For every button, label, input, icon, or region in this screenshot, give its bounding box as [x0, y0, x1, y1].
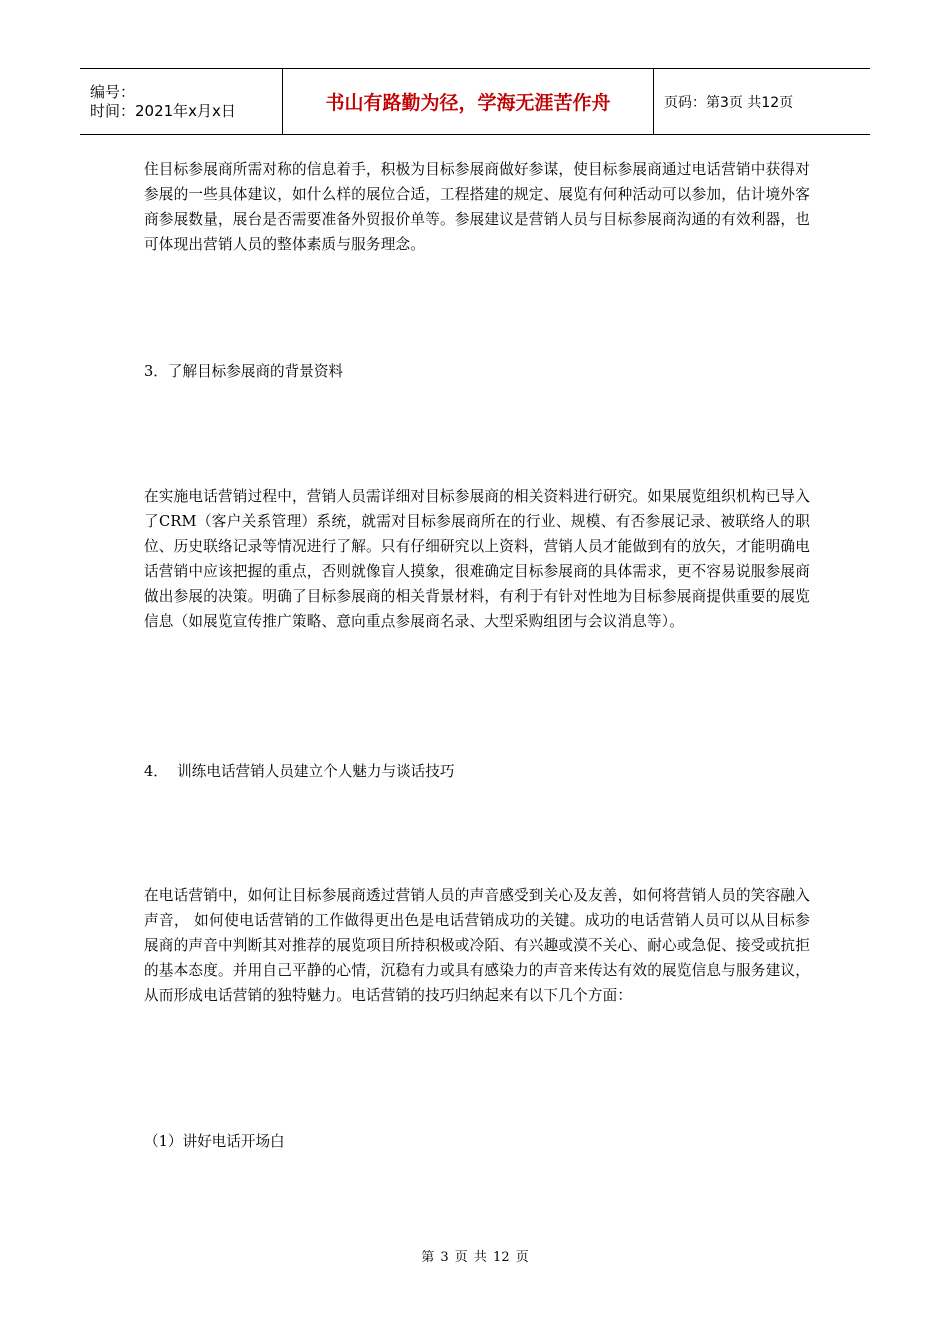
subsection-heading-1: （1）讲好电话开场白: [144, 1133, 285, 1150]
document-number-label: 编号：: [90, 82, 136, 101]
section-heading-3: 3．了解目标参展商的背景资料: [144, 363, 344, 380]
section-heading-4: 4． 训练电话营销人员建立个人魅力与谈话技巧: [144, 763, 455, 780]
header-page-info: 页码：第3页 共12页: [664, 94, 794, 111]
page-header: [80, 68, 870, 135]
document-time-label: 时间：2021年x月x日: [90, 101, 236, 120]
page-footer: 第 3 页 共 12 页: [421, 1250, 529, 1265]
paragraph-phone-skills: 在电话营销中，如何让目标参展商透过营销人员的声音感受到关心及友善，如何将营销人员的笑容融入声音， 如何使电话营销的工作做得更出色是电话营销成功的关键。成功的电话营销人员可以从目标参展商的声音中判断其对推荐的展览项目所持积极或冷陌、有兴趣或漠不关心、耐心或急促、接受或抗拒的基本态度。并用自己平静的心情，沉稳有力或具有感染力的声音来传达有效的展览信息与服务建议，从而形成电话营销的独特魅力。电话营销的技巧归纳起来有以下几个方面：: [144, 887, 810, 1004]
paragraph-background-research: 在实施电话营销过程中，营销人员需详细对目标参展商的相关资料进行研究。如果展览组织机构已导入了CRM（客户关系管理）系统，就需对目标参展商所在的行业、规模、有否参展记录、被联络人的职位、历史联络记录等情况进行了解。只有仔细研究以上资料，营销人员才能做到有的放矢，才能明确电话营销中应该把握的重点，否则就像盲人摸象，很难确定目标参展商的具体需求，更不容易说服参展商做出参展的决策。明确了目标参展商的相关背景材料，有利于有针对性地为目标参展商提供重要的展览信息（如展览宣传推广策略、意向重点参展商名录、大型采购组团与会议消息等）。: [144, 488, 810, 630]
header-meta: [80, 69, 282, 134]
header-motto: 书山有路勤为径，学海无涯苦作舟: [282, 69, 654, 134]
paragraph-exhibit-advice: 住目标参展商所需对称的信息着手，积极为目标参展商做好参谋，使目标参展商通过电话营销中获得对参展的一些具体建议，如什么样的展位合适，工程搭建的规定、展览有何种活动可以参加，估计境外客商参展数量，展台是否需要准备外贸报价单等。参展建议是营销人员与目标参展商沟通的有效利器，也可体现出营销人员的整体素质与服务理念。: [144, 161, 810, 253]
